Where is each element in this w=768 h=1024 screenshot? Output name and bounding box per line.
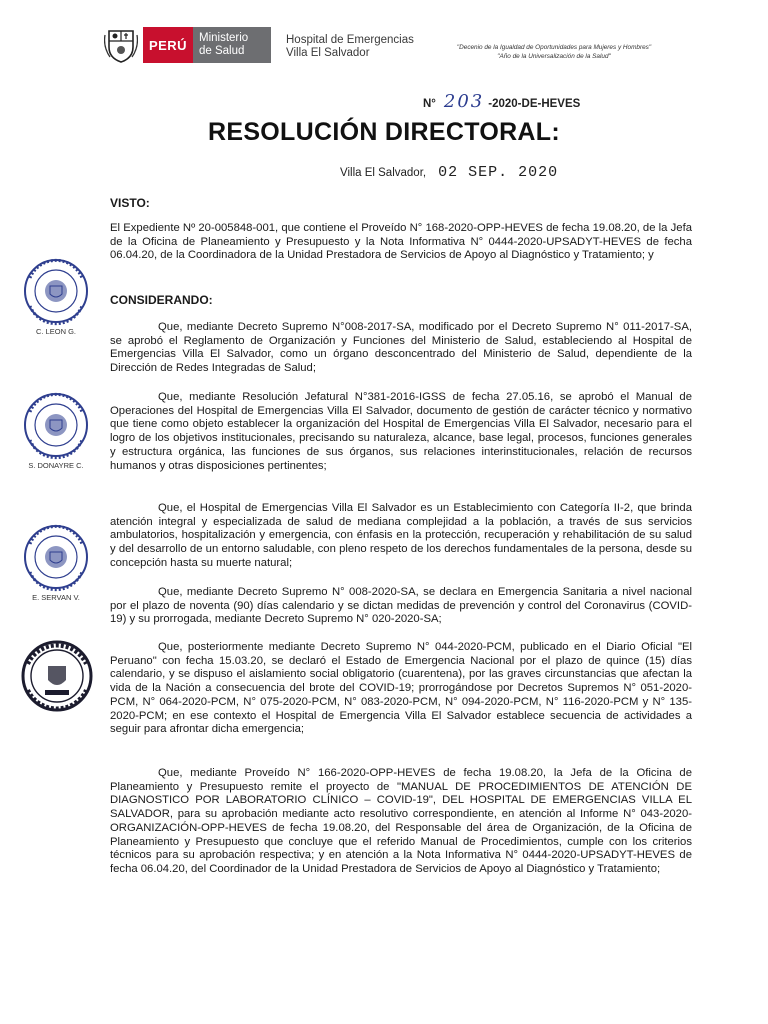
considerando-paragraph-2: Que, mediante Resolución Jefatural N°381-2016-IGSS de fecha 27.05.16, se aprobó el Manual de Operaciones del Hospital de Emergencias Villa El Salvador, documento de gestión de carácter técnico y normativo que tiene como objeto establecer la organización del Hospital de Emergencias Villa El Salvador, necesario para el logro de los objetivos institucionales, precisando su naturaleza, alcance, base legal, procesos, funciones generales y estructura orgánica, las funciones de sus órganos, sus relaciones interinstitucionales, relación de recursos humanos y otras disposiciones pertinentes; [110,391,692,472]
official-stamp-1 [16,256,96,336]
date-stamp: 02 SEP. 2020 [438,164,559,181]
resolution-number-handwritten: 203 [443,91,485,112]
official-stamp-3 [16,522,96,602]
ministry-line-2: de Salud [199,45,245,57]
considerando-paragraph-5: Que, posteriormente mediante Decreto Supremo N° 044-2020-PCM, publicado en el Diario Oficial "El Peruano" con fecha 15.03.20, se declaró el Estado de Emergencia Nacional por el plazo de quince (15) días calendario, y se dispuso el aislamiento social obligatorio (cuarentena), por las graves circunstancias que afectan la vida de la Nación a consecuencia del brote del COVID-19; prorrogándose por Decretos Supremos N° 051-2020-PCM, N° 064-2020-PCM, N° 075-2020-PCM, N° 083-2020-PCM, N° 094-2020-PCM, N° 116-2020-PCM y N° 135-2020-PCM; en ese contexto el Hospital de Emergencia Villa El Salvador establece secuencia de actividades a seguir para afrontar dicha emergencia; [110,641,692,736]
place-date [340,164,558,181]
stamp-caption-2: S. DONAYRE C. [28,461,84,470]
stamp-caption-1: C. LEON G. [35,327,76,336]
hospital-name-line-2: Villa El Salvador [286,47,370,59]
stamp-caption-3: E. SERVAN V. [32,593,80,602]
considerando-paragraph-6: Que, mediante Proveído N° 166-2020-OPP-HEVES de fecha 19.08.20, la Jefa de la Oficina de Planeamiento y Presupuesto remite el proyecto de "MANUAL DE PROCEDIMIENTOS DE ATENCIÓN DE DIAGNOSTICO POR LABORATORIO CLÍNICO – COVID-19", DEL HOSPITAL DE EMERGENCIAS VILLA EL SALVADOR, para su aprobación mediante acto resolutivo correspondiente, en atención al Informe N° 043-2020-ORGANIZACIÓN-OPP-HEVES de fecha 19.08.20, del Responsable del área de Organización, de la Oficina de Planeamiento y Presupuesto que concluye que el referido Manual de Procedimientos, cumple con los criterios técnicos para su aprobación respectiva; y en atención a la Nota Informativa N° 0444-2020-UPSADYT-HEVES de fecha 06.04.20, del Coordinador de la Unidad Prestadora de Servicios de Apoyo al Diagnóstico y Tratamiento; [110,767,692,875]
visto-paragraph: El Expediente Nº 20-005848-001, que contiene el Proveído N° 168-2020-OPP-HEVES de fecha 19.08.20, de la Jefa de la Oficina de Planeamiento y Presupuesto y la Nota Informativa N° 0444-2020-UPSADYT-HEVES de fecha 06.04.20, de la Coordinadora de la Unidad Prestadora de Servicios de Apoyo al Diagnóstico y Tratamiento; y [110,222,692,262]
official-stamp-2 [16,390,96,470]
considerando-paragraph-3: Que, el Hospital de Emergencias Villa El Salvador es un Establecimiento con Categoría II-2, que brinda atención integral y especializada de salud de mediana complejidad a la población, a través de sus servicios ambulatorios, hospitalización y emergencia, con énfasis en la protección, recuperación y rehabilitación de su salud y del desarrollo de un entorno saludable, con pleno respeto de los derechos fundamentales de la persona, desde su concepción hasta su muerte natural; [110,502,692,569]
decade-motto-line-2: "Año de la Universalización de la Salud" [497,53,611,60]
hospital-name [286,34,414,60]
stamp-seal-icon [16,390,96,460]
document-header [0,0,768,80]
stamp-seal-icon [16,256,96,326]
stamp-seal-icon [16,522,96,592]
considerando-paragraph-4: Que, mediante Decreto Supremo N° 008-2020-SA, se declara en Emergencia Sanitaria a nivel nacional por el plazo de noventa (90) días calendario y se dictan medidas de prevención y control del Coronavirus (COVID-19) y su prorrogada, mediante Decreto Supremo N° 020-2020-SA; [110,586,692,626]
decade-motto-line-1: "Decenio de la Igualdad de Oportunidades para Mujeres y Hombres" [456,44,652,51]
resolution-number [423,91,580,112]
considerando-paragraph-1: Que, mediante Decreto Supremo N°008-2017-SA, modificado por el Decreto Supremo N° 011-2017-SA, se aprobó el Reglamento de Organización y Funciones del Ministerio de Salud, estableciendo al Hospital de Emergencias Villa El Salvador, como un órgano desconcentrado del Ministerio de Salud, dependiente de la Dirección de Redes Integradas de Salud; [110,321,692,375]
hospital-name-line-1: Hospital de Emergencias [286,34,414,46]
place: Villa El Salvador, [340,167,427,179]
resolution-number-suffix: -2020-DE-HEVES [488,98,581,110]
considerando-heading: CONSIDERANDO: [110,293,213,307]
resolution-number-prefix: N° [423,98,436,110]
peru-coat-of-arms-icon [104,27,138,63]
visto-heading: VISTO: [110,196,150,210]
document-title: RESOLUCIÓN DIRECTORAL: [208,118,560,146]
ministry-line-1: Ministerio [199,32,249,44]
decade-motto [428,43,680,61]
ministry-logo [193,27,271,63]
stamp-seal-icon [18,638,96,714]
official-stamp-4 [18,638,98,714]
peru-logo: PERÚ [143,27,193,63]
